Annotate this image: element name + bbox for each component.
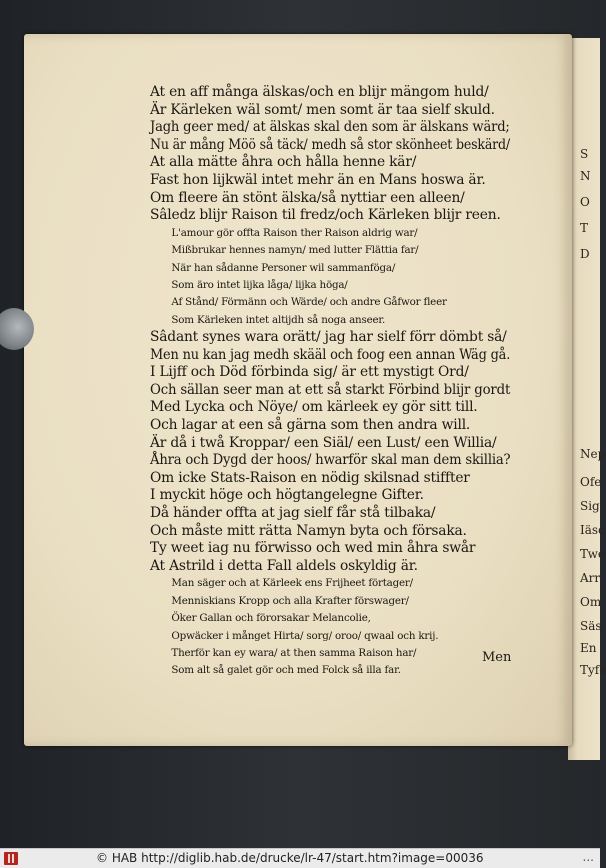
facing-page-fragment: Nep [580, 447, 606, 461]
verse-line: Men nu kan jag medh skääl och foog een annan Wäg gå. [150, 346, 511, 363]
french-verse-line: Therför kan ey wara/ at then samma Raison har/ [171, 646, 417, 659]
verse-line: At en aff många älskas/och en blijr mängom huld/ [150, 84, 489, 100]
french-verse-line: Mißbrukar hennes namyn/ med lutter Flättia far/ [171, 244, 419, 257]
facing-page-fragment: Arr [580, 571, 601, 585]
verse-line: Sâledz blijr Raison til fredz/och Kärleken blijr reen. [150, 207, 501, 224]
more-dots: ... [582, 850, 594, 864]
verse-line: Om fleere än stönt älska/så nyttiar een alleen/ [150, 189, 465, 206]
copyright-url[interactable]: © HAB http://diglib.hab.de/drucke/lr-47/start.htm?image=00036 [96, 851, 484, 865]
verse-line: Jagh geer med/ at älskas skal den som är älskans wärd; [150, 119, 510, 136]
verse-line: Och lagar at een så gärna som then andra will. [150, 417, 471, 434]
verse-line: Och sällan seer man at ett så starkt Förbind blijr gordt [150, 381, 511, 398]
facing-page-fragment: S [580, 147, 589, 161]
verse-line: I Lijff och Död förbinda sig/ är ett mystigt Ord/ [150, 364, 469, 381]
french-verse-line: Man säger och at Kärleek ens Frijheet förtager/ [171, 577, 413, 590]
verse-line: Och måste mitt rätta Namyn byta och försaka. [150, 522, 467, 539]
facing-page-fragment: Säs [580, 619, 602, 633]
verse-line: Om icke Stats-Raison en nödig skilsnad stiffter [150, 469, 470, 486]
french-verse-line: Opwäcker i månget Hirta/ sorg/ oroo/ qwaal och krij. [171, 629, 439, 642]
verse-line: Med Lycka och Nöye/ om kärleek ey gör sitt till. [150, 399, 478, 416]
facing-page-fragment: T [580, 221, 589, 235]
facing-page-fragment: O [580, 195, 590, 209]
verse-line: Fast hon lijkwäl intet mehr än en Mans hoswa är. [150, 171, 486, 188]
poem-text [150, 84, 520, 680]
french-verse-line: När han sådanne Personer wil sammanföga/ [171, 261, 396, 274]
verse-line: Är Kärleken wäl somt/ men somt är taa sielf skuld. [150, 101, 495, 118]
french-verse-line: Som Kärleken intet altijdh så noga anseer. [171, 313, 386, 326]
facing-page-fragment: Tyfo [580, 663, 606, 677]
facing-page-fragment: Ofe [580, 475, 602, 489]
verse-line: Åhra och Dygd der hoos/ hwarför skal man dem skillia? [150, 452, 511, 469]
verse-line: Nu är mång Möö så täck/ medh så stor skönheet beskärd/ [150, 136, 510, 153]
verse-line: Är då i twå Kroppar/ een Siäl/ een Lust/ een Willia/ [150, 434, 497, 451]
french-verse-line: Menniskians Kropp och alla Krafter förswager/ [171, 594, 409, 607]
french-verse-line: Som alt så galet gör och med Folck så illa far. [171, 664, 401, 677]
facing-page-fragment: En [580, 641, 597, 655]
verse-line: I myckit höge och högtangelegne Gifter. [150, 487, 424, 504]
catchword: Men [482, 650, 512, 665]
verse-line: At Astrild i detta Fall aldels oskyldig är. [150, 557, 418, 574]
french-verse-line: Öker Gallan och förorsakar Melancolie, [171, 612, 371, 625]
facing-page-fragment: Iäsc [580, 523, 605, 537]
french-verse-line: L'amour gör offta Raison ther Raison aldrig war/ [171, 226, 418, 239]
footer-bar [0, 848, 600, 868]
french-verse-line: Af Stånd/ Förmänn och Wärde/ och andre Gåfwor fleer [171, 296, 447, 309]
french-verse-line: Som äro intet lijka låga/ lijka höga/ [171, 278, 348, 291]
facing-page-edge [568, 38, 606, 760]
hab-logo-icon [4, 852, 18, 865]
verse-line: Ty weet iag nu förwisso och wed min åhra swår [150, 540, 476, 557]
facing-page-fragment: D [580, 247, 590, 261]
verse-line: Sâdant synes wara orätt/ jag har sielf förr dömbt så/ [150, 329, 507, 346]
facing-page-fragment: N [580, 169, 591, 183]
facing-page-fragment: Twe [580, 547, 605, 561]
facing-page-fragment: Om [580, 595, 602, 609]
facing-page-fragment: Sig [580, 499, 600, 513]
verse-line: Då händer offta at jag sielf får stå tilbaka/ [150, 505, 436, 522]
verse-line: At alla mätte åhra och hålla henne kär/ [150, 154, 417, 171]
